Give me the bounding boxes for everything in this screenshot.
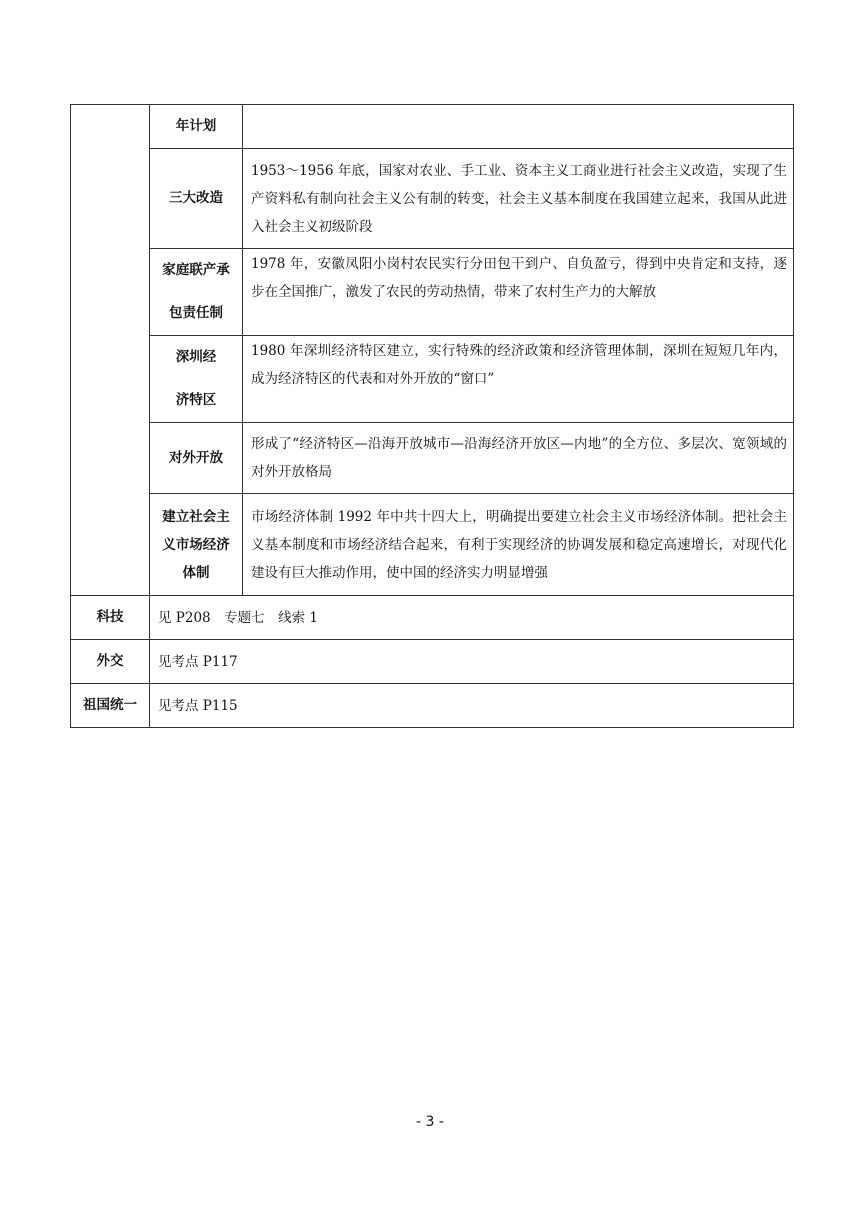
table-row <box>71 249 794 336</box>
row-label <box>150 105 243 149</box>
label-market-line2: 义市场经济 <box>162 536 230 553</box>
category-cell-empty <box>71 105 150 596</box>
text-plan <box>243 125 793 129</box>
page-number: - 3 - <box>416 1114 444 1130</box>
table-row <box>71 423 794 494</box>
label-unification: 祖国统一 <box>83 697 137 713</box>
row-label <box>150 336 243 423</box>
row-label <box>150 494 243 596</box>
table-row <box>71 149 794 249</box>
table-row <box>71 596 794 640</box>
table-row <box>71 494 794 596</box>
text-unification: 见考点 P115 <box>158 697 238 714</box>
label-diplomacy: 外交 <box>96 653 124 669</box>
table-row <box>71 105 794 149</box>
row-content <box>243 336 794 423</box>
text-shenzhen: 1980 年深圳经济特区建立，实行特殊的经济政策和经济管理体制，深圳在短短几年内，成为经济特区的代表和对外开放的“窗口” <box>251 343 787 387</box>
row-content <box>150 596 794 640</box>
row-content <box>243 249 794 336</box>
row-label <box>71 640 150 684</box>
row-content <box>243 149 794 249</box>
label-market-line3: 体制 <box>182 564 210 581</box>
row-content <box>150 684 794 728</box>
text-market: 市场经济体制 1992 年中共十四大上，明确提出要建立社会主义市场经济体制。把社会主义基本制度和市场经济结合起来，有利于实现经济的协调发展和稳定高速增长，对现代化建设有巨大推动作用，使中国的经济实力明显增强 <box>251 508 787 581</box>
row-label <box>150 249 243 336</box>
table-row <box>71 640 794 684</box>
row-content <box>243 105 794 149</box>
text-tech: 见 P208 专题七 线索 1 <box>158 609 319 626</box>
history-table <box>70 104 794 728</box>
row-label <box>71 596 150 640</box>
label-family-line1: 家庭联产承 <box>162 262 230 278</box>
label-opening: 对外开放 <box>169 449 223 466</box>
row-content <box>243 494 794 596</box>
table-row <box>71 684 794 728</box>
text-diplomacy: 见考点 P117 <box>158 653 238 670</box>
text-opening: 形成了“经济特区—沿海开放城市—沿海经济开放区—内地”的全方位、多层次、宽领域的对外开放格局 <box>251 436 787 480</box>
label-shenzhen-line1: 深圳经 <box>175 349 217 365</box>
row-content <box>243 423 794 494</box>
row-label <box>71 684 150 728</box>
row-content <box>150 640 794 684</box>
label-market-line1: 建立社会主 <box>162 508 230 525</box>
label-plan: 年计划 <box>175 118 217 134</box>
label-tech: 科技 <box>96 609 124 625</box>
text-family: 1978 年，安徽凤阳小岗村农民实行分田包干到户、自负盈亏，得到中央肯定和支持，逐步在全国推广，激发了农民的劳动热情，带来了农村生产力的大解放 <box>251 256 787 300</box>
label-family-line2: 包责任制 <box>169 305 223 321</box>
row-label <box>150 149 243 249</box>
label-shenzhen-line2: 济特区 <box>175 392 217 408</box>
text-three-reforms: 1953～1956 年底，国家对农业、手工业、资本主义工商业进行社会主义改造，实现了生产资料私有制向社会主义公有制的转变，社会主义基本制度在我国建立起来，我国从此进入社会主义初级阶段 <box>251 162 787 235</box>
row-label <box>150 423 243 494</box>
label-three-reforms: 三大改造 <box>169 190 223 206</box>
table-row <box>71 336 794 423</box>
